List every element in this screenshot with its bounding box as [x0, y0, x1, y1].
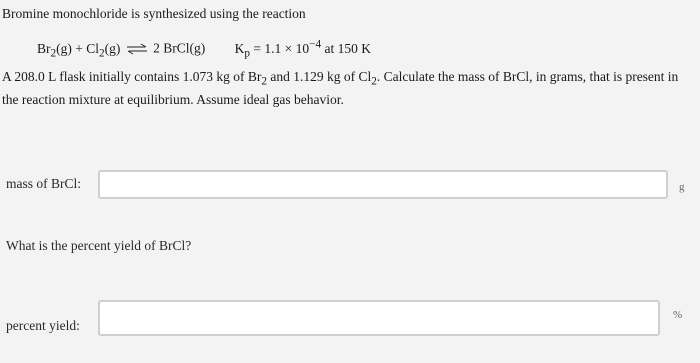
equilibrium-arrow-icon — [125, 43, 149, 55]
reaction-equation — [37, 38, 371, 59]
product-brcl: 2 BrCl(g) — [153, 40, 206, 56]
problem-line-1: A 208.0 L flask initially contains 1.073 kg of $Br_2$ and 1.129 kg of $Cl_2$. Calculate the mass of BrCl, in grams, that is present in — [2, 69, 679, 88]
problem-line-2: the reaction mixture at equilibrium. Assume ideal gas behavior. — [2, 91, 344, 107]
percent-yield-label: percent yield: — [6, 318, 80, 333]
percent-unit: % — [673, 309, 683, 321]
kp-expression: $K_p = 1.1 \times 10^{-4}$ at 150 K — [234, 38, 371, 60]
reactant-br2: $Br_2(g) + Cl_2(g)$ — [37, 40, 121, 60]
mass-unit: g — [679, 181, 685, 193]
mass-label: mass of BrCl: — [6, 176, 82, 191]
mass-input[interactable] — [98, 170, 668, 199]
percent-yield-input[interactable] — [98, 300, 660, 336]
problem-statement — [2, 68, 678, 109]
yield-question: What is the percent yield of BrCl? — [6, 238, 192, 253]
question-intro: Bromine monochloride is synthesized using the reaction — [2, 6, 306, 21]
